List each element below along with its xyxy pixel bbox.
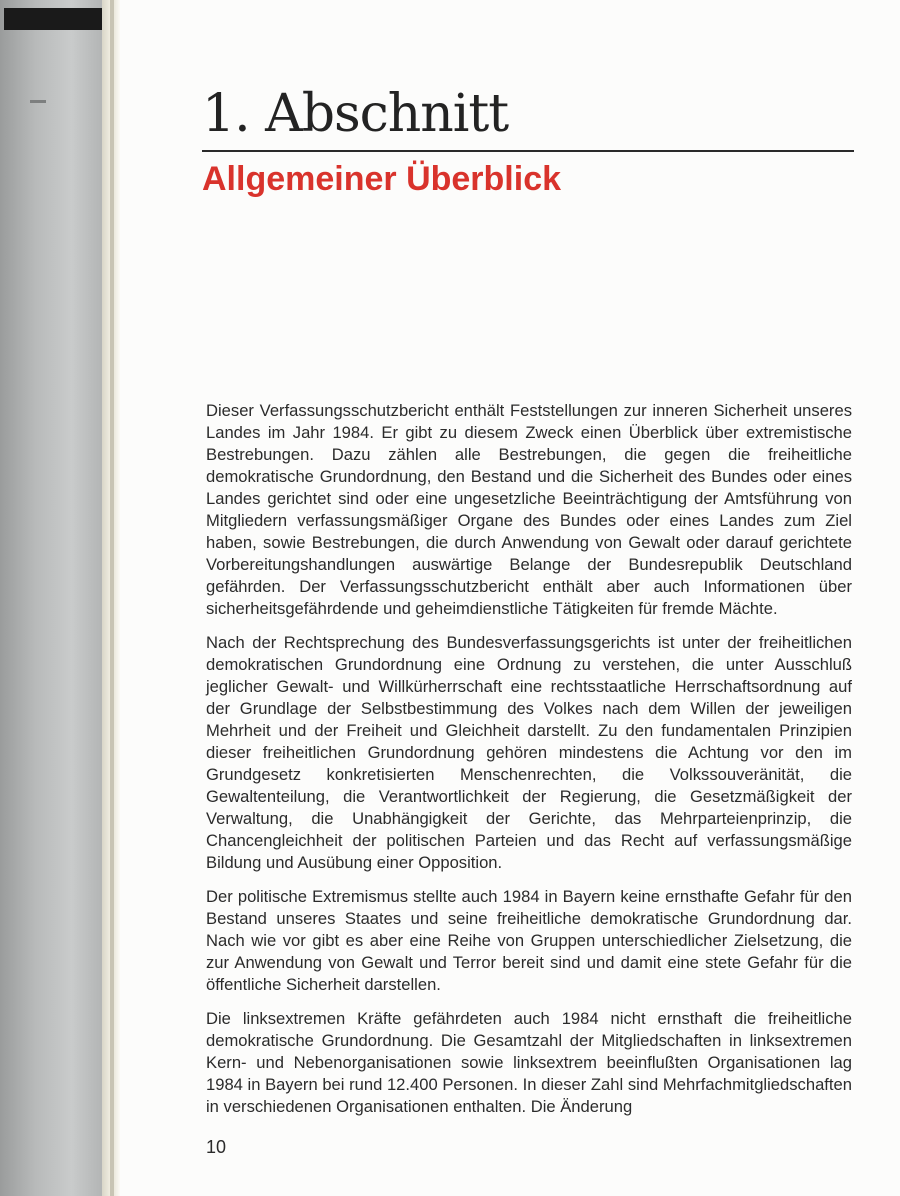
binding-dark-band <box>4 8 114 30</box>
body-text <box>206 400 852 1130</box>
book-binding <box>0 0 102 1196</box>
binding-mark <box>30 100 46 103</box>
paragraph-2: Nach der Rechtsprechung des Bundesverfassungsgerichts ist unter der freiheitlichen demokratischen Grundordnung eine Ordnung zu verstehen, die unter Ausschluß jeglicher Gewalt- und Willkürherrschaft eine rechtsstaatliche Herrschaftsordnung auf der Grundlage der Selbstbestimmung des Volkes nach dem Willen der jeweiligen Mehrheit und der Freiheit und Gleichheit darstellt. Zu den fundamentalen Prinzipien dieser freiheitlichen Grundordnung gehören mindestens die Achtung vor den im Grundgesetz konkretisierten Menschenrechten, die Volkssouveränität, die Gewaltenteilung, die Verantwortlichkeit der Regierung, die Gesetzmäßigkeit der Verwaltung, die Unabhängigkeit der Gerichte, das Mehrparteienprinzip, die Chancengleichheit der politischen Parteien und das Recht auf verfassungsmäßige Bildung und Ausübung einer Opposition. <box>206 633 852 872</box>
page-number: 10 <box>206 1137 227 1157</box>
paragraph-4: Die linksextremen Kräfte gefährdeten auch 1984 nicht ernsthaft die freiheitliche demokratische Grundordnung. Die Gesamtzahl der Mitgliedschaften in linksextremen Kern- und Nebenorganisationen sowie linksextrem beeinflußten Organisationen lag 1984 in Bayern bei rund 12.400 Personen. In dieser Zahl sind Mehrfachmitgliedschaften in verschiedenen Organisationen enthalten. Die Änderung <box>206 1009 852 1116</box>
paragraph-1: Dieser Verfassungsschutzbericht enthält Feststellungen zur inneren Sicherheit unseres Landes im Jahr 1984. Er gibt zu diesem Zweck einen Überblick über extremistische Bestrebungen. Dazu zählen alle Bestrebungen, die gegen die freiheitliche demokratische Grundordnung, den Bestand und die Sicherheit des Bundes oder eines Landes gerichtet sind oder eine ungesetzliche Beeinträchtigung der Amtsführung von Mitgliedern verfassungsmäßiger Organe des Bundes oder eines Landes zum Ziel haben, sowie Bestrebungen, die durch Anwendung von Gewalt oder darauf gerichtete Vorbereitungshandlungen auswärtige Belange der Bundesrepublik Deutschland gefährden. Der Verfassungsschutzbericht enthält aber auch Informationen über sicherheitsgefährdende und geheimdienstliche Tätigkeiten für fremde Mächte. <box>206 401 852 618</box>
section-title: Allgemeiner Überblick <box>202 160 562 198</box>
page-edge <box>102 0 110 1196</box>
page-edge-highlight <box>114 0 120 1196</box>
chapter-title: 1. Abschnitt <box>202 84 509 144</box>
paragraph-3: Der politische Extremismus stellte auch 1984 in Bayern keine ernsthafte Gefahr für den Bestand unseres Staates und seine freiheitliche demokratische Grundordnung dar. Nach wie vor gibt es aber eine Reihe von Gruppen unterschiedlicher Zielsetzung, die zur Anwendung von Gewalt und Terror bereit sind und damit eine stete Gefahr für die öffentliche Sicherheit darstellen. <box>206 887 852 994</box>
title-divider <box>202 150 854 152</box>
